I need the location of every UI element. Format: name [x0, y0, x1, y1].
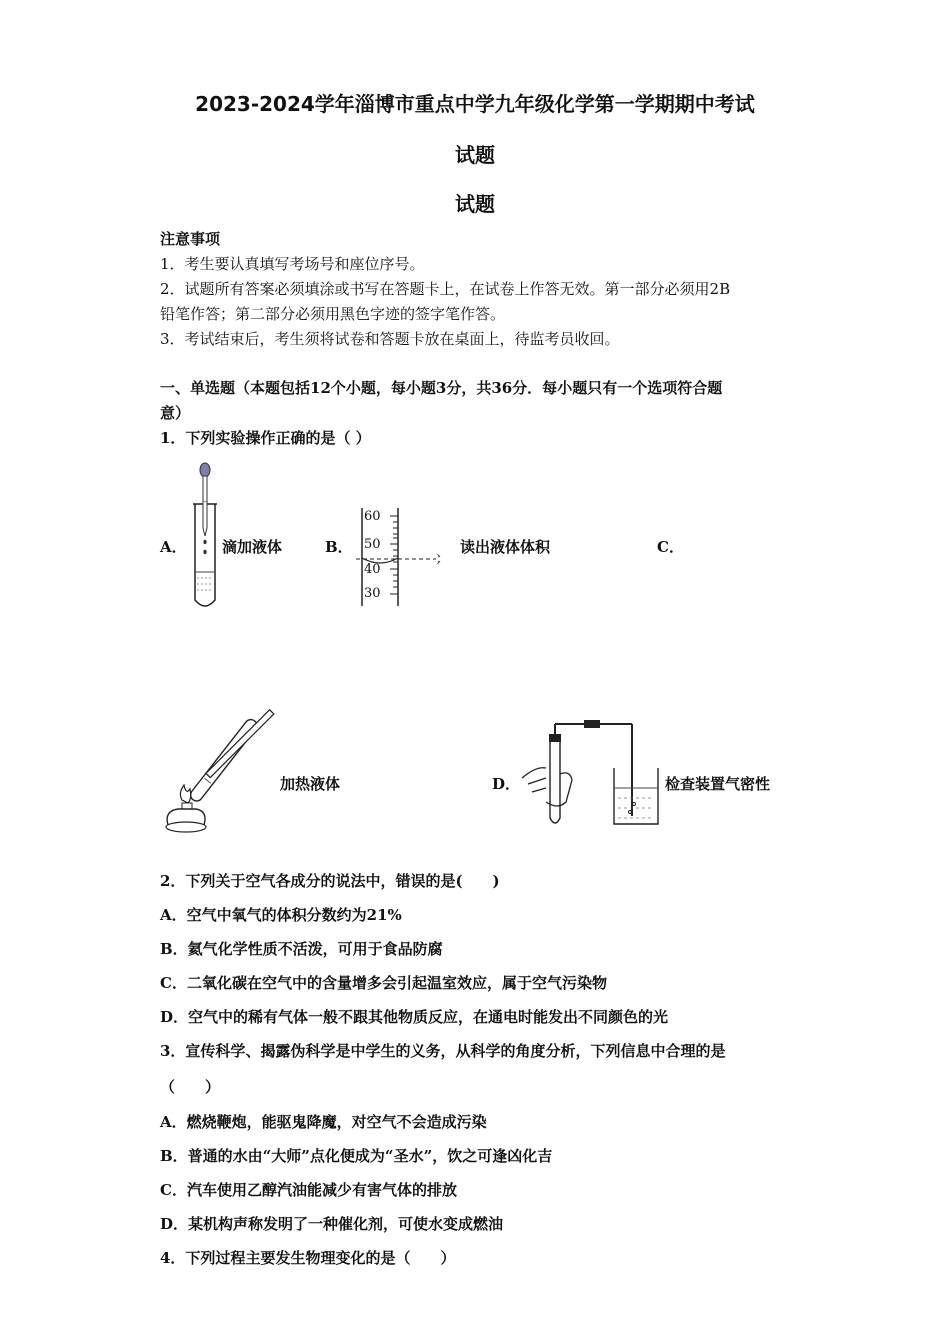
dropper-test-tube-illustration: [190, 462, 222, 610]
q1-option-b-text: 读出液体体积: [460, 538, 551, 556]
page-title: 2023-2024学年淄博市重点中学九年级化学第一学期期中考试: [195, 92, 755, 116]
heating-liquid-illustration: [160, 715, 280, 835]
q4-stem: 4．下列过程主要发生物理变化的是（ ）: [160, 1249, 456, 1267]
notice-item: 铅笔作答；第二部分必须用黑色字迹的签字笔作答。: [160, 305, 506, 323]
q3-option-b: B．普通的水由“大师”点化便成为“圣水”，饮之可逢凶化吉: [160, 1147, 553, 1165]
q1-option-c-text: 加热液体: [280, 775, 341, 793]
q1-option-c-letter: C．: [657, 538, 684, 556]
q2-option-b: B．氦气化学性质不活泼，可用于食品防腐: [160, 940, 443, 958]
q2-option-c: C．二氧化碳在空气中的含量增多会引起温室效应，属于空气污染物: [160, 974, 607, 992]
q1-option-a-letter: A．: [160, 538, 187, 556]
airtightness-check-illustration: [516, 718, 666, 830]
cylinder-tick-label: 50: [364, 537, 381, 552]
notice-heading: 注意事项: [160, 230, 221, 248]
q2-option-a: A．空气中氧气的体积分数约为21%: [160, 906, 402, 924]
section-heading-cont: 意）: [160, 404, 191, 422]
q3-option-d: D．某机构声称发明了一种催化剂，可使水变成燃油: [160, 1215, 504, 1233]
cylinder-tick-label: 30: [364, 586, 381, 601]
q1-option-a-text: 滴加液体: [222, 538, 283, 556]
q3-option-c: C．汽车使用乙醇汽油能减少有害气体的排放: [160, 1181, 457, 1199]
page-subtitle: 试题: [455, 143, 495, 167]
q3-option-a: A．燃烧鞭炮，能驱鬼降魔，对空气不会造成污染: [160, 1113, 487, 1131]
q1-stem: 1．下列实验操作正确的是（ ）: [160, 429, 371, 447]
cylinder-tick-label: 60: [364, 509, 381, 524]
q2-option-d: D．空气中的稀有气体一般不跟其他物质反应，在通电时能发出不同颜色的光: [160, 1008, 669, 1026]
q3-stem: 3．宣传科学、揭露伪科学是中学生的义务，从科学的角度分析，下列信息中合理的是: [160, 1042, 726, 1060]
notice-item: 1．考生要认真填写考场号和座位序号。: [160, 255, 425, 273]
notice-item: 3．考试结束后，考生须将试卷和答题卡放在桌面上，待监考员收回。: [160, 330, 620, 348]
q1-option-b-letter: B．: [325, 538, 353, 556]
q1-option-d-text: 检查装置气密性: [665, 775, 771, 793]
q1-option-d-letter: D．: [492, 775, 521, 793]
section-heading: 一、单选题（本题包括12个小题，每小题3分，共36分．每小题只有一个选项符合题: [160, 379, 723, 397]
notice-item: 2．试题所有答案必须填涂或书写在答题卡上，在试卷上作答无效。第一部分必须用2B: [160, 280, 731, 298]
q2-stem: 2．下列关于空气各成分的说法中，错误的是( ): [160, 872, 500, 890]
page-subtitle-2: 试题: [455, 192, 495, 216]
cylinder-tick-label: 40: [364, 562, 381, 577]
q3-stem-cont: （ ）: [160, 1078, 221, 1096]
